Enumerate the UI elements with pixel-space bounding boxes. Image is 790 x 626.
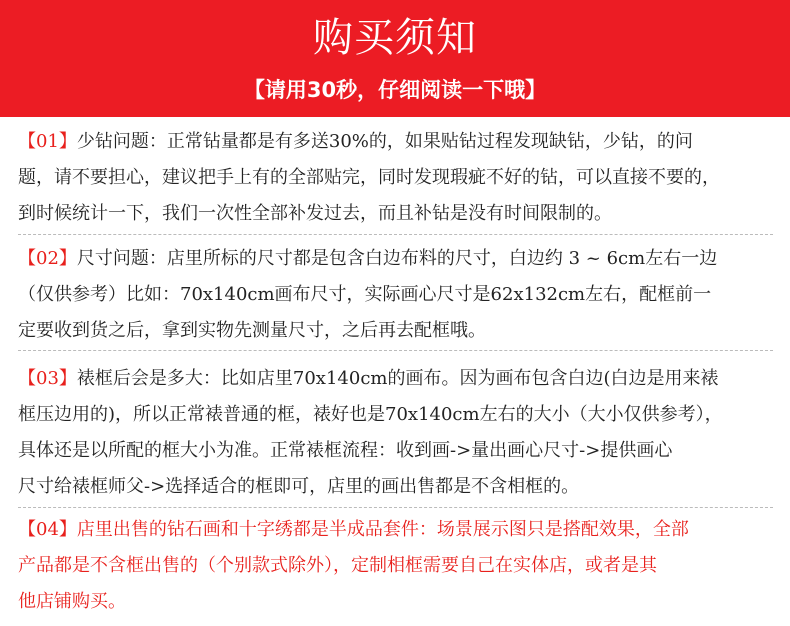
notice-line: 具体还是以所配的框大小为准。正常裱框流程：收到画->量出画心尺寸->提供画心	[18, 440, 673, 461]
notice-item-03	[18, 361, 778, 505]
header-banner	[0, 0, 790, 117]
notice-line: （仅供参考）比如：70x140cm画布尺寸，实际画心尺寸是62x132cm左右，配框前一	[18, 284, 712, 305]
notice-line: 定要收到货之后，拿到实物先测量尺寸，之后再去配框哦。	[18, 320, 486, 341]
notice-line	[18, 241, 778, 277]
page-subtitle: 【请用30秒，仔细阅读一下哦】	[243, 78, 547, 102]
notice-line	[18, 124, 778, 160]
divider	[18, 350, 773, 351]
notice-line: 题，请不要担心，建议把手上有的全部贴完，同时发现瑕疵不好的钻，可以直接不要的，	[18, 167, 720, 188]
notice-item-01	[18, 124, 778, 232]
notice-text: 少钻问题：正常钻量都是有多送30%的，如果贴钻过程发现缺钻，少钻，的问	[76, 131, 693, 152]
item-number-tag: 【02】	[18, 248, 77, 269]
notice-text: 尺寸问题：店里所标的尺寸都是包含白边布料的尺寸，白边约 3 ~ 6cm左右一边	[76, 248, 718, 269]
notice-line: 框压边用的)，所以正常裱普通的框，裱好也是70x140cm左右的大小（大小仅供参考），	[18, 404, 723, 425]
notice-line: 尺寸给裱框师父->选择适合的框即可，店里的画出售都是不含相框的。	[18, 476, 580, 497]
divider	[18, 507, 773, 508]
notice-line	[18, 512, 778, 548]
page-title: 购买须知	[313, 15, 477, 61]
notice-item-04	[18, 512, 778, 620]
notice-line: 他店铺购买。	[18, 591, 126, 612]
item-number-tag: 【01】	[18, 131, 77, 152]
notice-line: 产品都是不含框出售的（个别款式除外），定制相框需要自己在实体店，或者是其	[18, 555, 657, 576]
notice-item-02	[18, 241, 778, 349]
notice-text: 店里出售的钻石画和十字绣都是半成品套件：场景展示图只是搭配效果，全部	[76, 519, 689, 540]
notice-line	[18, 361, 778, 397]
divider	[18, 234, 773, 235]
item-number-tag: 【04】	[18, 519, 77, 540]
item-number-tag: 【03】	[18, 368, 77, 389]
notice-text: 裱框后会是多大：比如店里70x140cm的画布。因为画布包含白边(白边是用来裱	[76, 368, 719, 389]
notice-line: 到时候统计一下，我们一次性全部补发过去，而且补钻是没有时间限制的。	[18, 203, 612, 224]
